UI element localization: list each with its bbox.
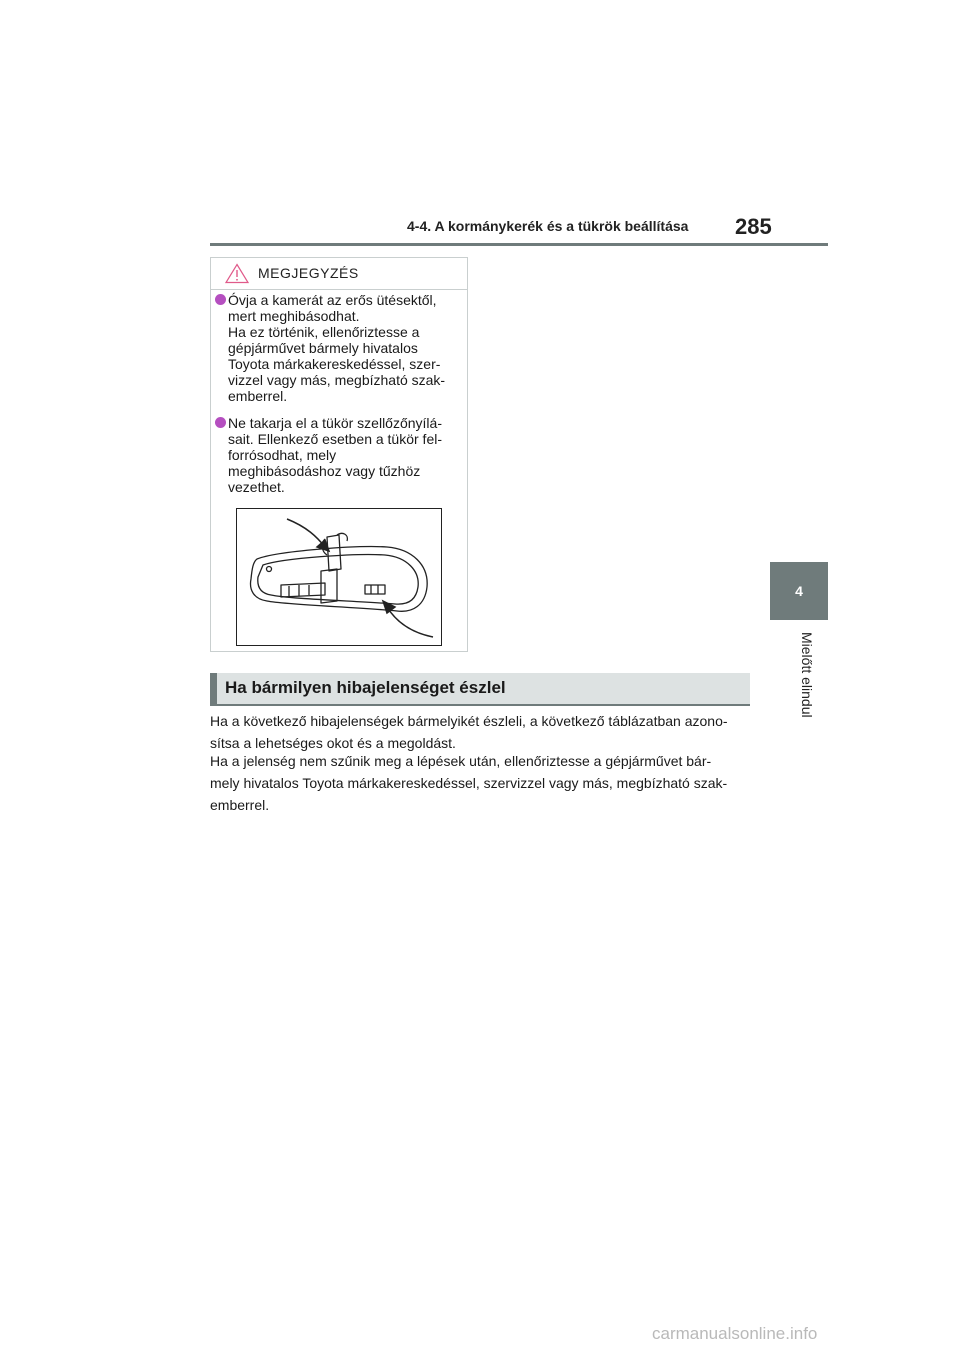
body-line: Ha a jelenség nem szűnik meg a lépések után, ellenőriztesse a gépjárművet bár- (210, 753, 712, 769)
notice-bullet-line: sait. Ellenkező esetben a tükör fel- (228, 431, 443, 447)
chapter-tab[interactable] (770, 562, 828, 620)
header-section-title: 4-4. A kormánykerék és a tükrök beállítása (407, 218, 689, 234)
notice-bullet-line: Óvja a kamerát az erős ütésektől, (228, 292, 437, 308)
chapter-number: 4 (795, 583, 803, 599)
body-paragraph-2 (210, 750, 750, 816)
notice-bullet-line: mert meghibásodhat. (228, 308, 360, 324)
notice-bullet-1 (215, 292, 465, 404)
bullet-dot (215, 417, 226, 428)
body-line: mely hivatalos Toyota márkakereskedéssel, szervizzel vagy más, megbízható szak- (210, 775, 728, 791)
warning-triangle-icon (225, 263, 249, 284)
notice-bullet-line: emberrel. (228, 388, 288, 404)
body-line: sítsa a lehetséges okot és a megoldást. (210, 735, 456, 751)
watermark: carmanualsonline.info (652, 1324, 818, 1343)
notice-bullet-line: Ha ez történik, ellenőriztesse a (228, 324, 420, 340)
notice-bullet-2 (215, 415, 465, 495)
notice-bullet-line: gépjárművet bármely hivatalos (228, 340, 418, 356)
rearview-mirror-drawing (237, 509, 441, 645)
body-line: Ha a következő hibajelenségek bármelyikét észleli, a következő táblázatban azono- (210, 713, 728, 729)
header-rule (210, 243, 828, 246)
notice-bullet-line: meghibásodáshoz vagy tűzhöz (228, 463, 421, 479)
mirror-illustration (236, 508, 442, 646)
body-line: emberrel. (210, 797, 270, 813)
section-marker (210, 673, 217, 704)
section-heading: Ha bármilyen hibajelenséget észlel (225, 678, 506, 697)
notice-title: MEGJEGYZÉS (258, 265, 359, 281)
section-heading-band (210, 673, 750, 706)
notice-bullet-line: Toyota márkakereskedéssel, szer- (228, 356, 441, 372)
notice-bullet-line: forrósodhat, mely (228, 447, 337, 463)
notice-bullet-line: vizzel vagy más, megbízható szak- (228, 372, 446, 388)
body-paragraph-1 (210, 710, 750, 754)
page-number: 285 (735, 214, 772, 239)
bullet-dot (215, 294, 226, 305)
notice-bullet-line: Ne takarja el a tükör szellőzőnyílá- (228, 415, 442, 431)
notice-bullet-line: vezethet. (228, 479, 285, 495)
notice-header (211, 258, 467, 290)
chapter-label: Mielőtt elindul (799, 632, 815, 718)
